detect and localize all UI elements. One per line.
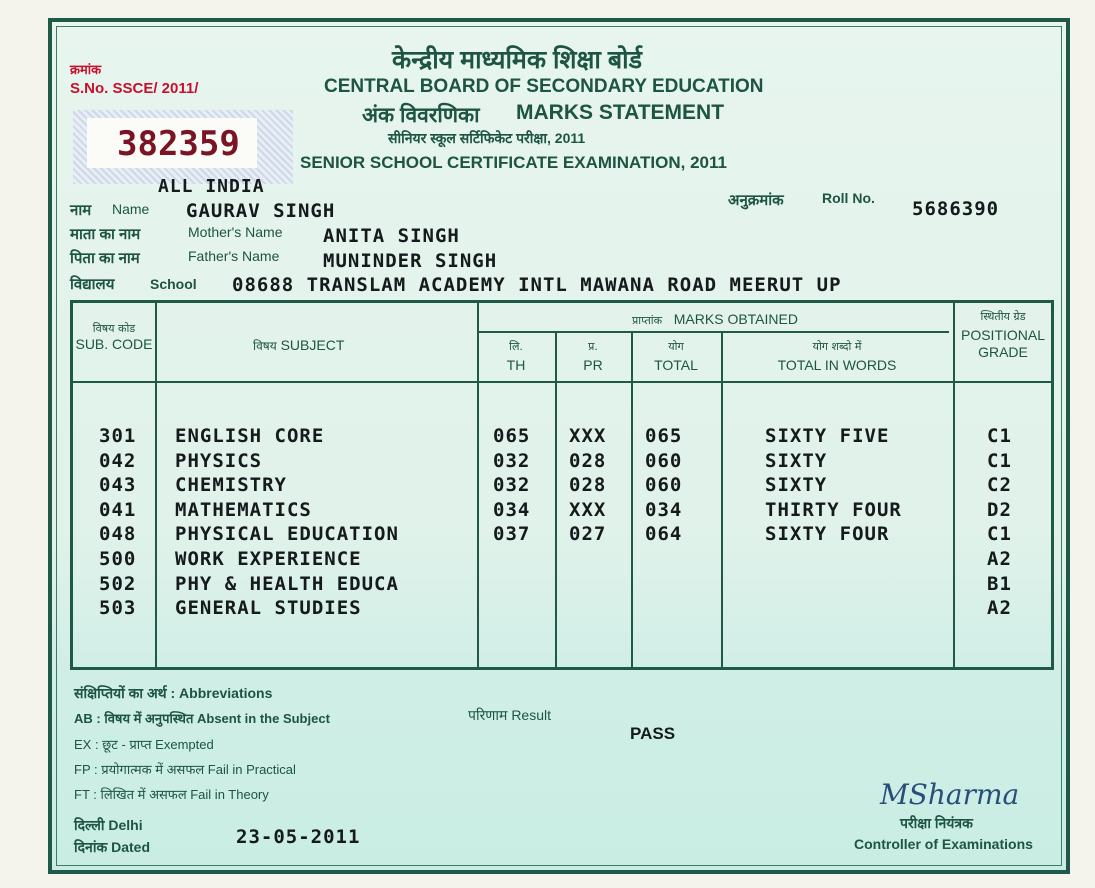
subject-name: PHY & HEALTH EDUCA bbox=[175, 572, 399, 595]
exam-title-hindi: सीनियर स्कूल सर्टिफिकेट परीक्षा, 2011 bbox=[388, 130, 586, 146]
subject-code: 042 bbox=[99, 449, 137, 472]
subject-code: 048 bbox=[99, 523, 137, 546]
grade-header-hindi: स्थितीय ग्रेड bbox=[980, 310, 1026, 323]
name-label-hindi: नाम bbox=[70, 202, 92, 219]
theory-marks: 032 bbox=[493, 474, 531, 497]
controller-title: Controller of Examinations bbox=[854, 836, 1033, 852]
total-header-hindi: योग bbox=[668, 340, 684, 353]
words-header: TOTAL IN WORDS bbox=[777, 357, 897, 373]
theory-marks: 032 bbox=[493, 449, 531, 472]
subject-code: 503 bbox=[99, 597, 137, 620]
roll-label-hindi: अनुक्रमांक bbox=[728, 192, 784, 209]
pr-header: PR bbox=[583, 357, 603, 373]
subject-header-hindi: विषय bbox=[253, 339, 277, 353]
total-in-words: THIRTY FOUR bbox=[765, 498, 902, 521]
theory-marks: 065 bbox=[493, 425, 531, 447]
practical-marks: 028 bbox=[569, 449, 607, 472]
positional-grade: C2 bbox=[987, 474, 1012, 497]
serial-label-hindi: क्रमांक bbox=[70, 62, 102, 77]
total-in-words: SIXTY FIVE bbox=[765, 425, 890, 447]
total-marks: 060 bbox=[645, 474, 683, 497]
practical-marks: 028 bbox=[569, 474, 607, 497]
theory-marks: 037 bbox=[493, 523, 531, 546]
total-header: TOTAL bbox=[654, 357, 698, 373]
words-header-hindi: योग शब्दो में bbox=[812, 340, 862, 353]
subject-code: 041 bbox=[99, 498, 137, 521]
abbr-ft: FT : लिखित में असफल Fail in Theory bbox=[74, 787, 269, 802]
school-label: School bbox=[150, 276, 197, 292]
theory-marks: 034 bbox=[493, 498, 531, 521]
father-label-hindi: पिता का नाम bbox=[70, 250, 140, 267]
total-marks: 060 bbox=[645, 449, 683, 472]
mother-label-hindi: माता का नाम bbox=[70, 226, 141, 243]
positional-grade: A2 bbox=[987, 597, 1012, 620]
total-marks: 034 bbox=[645, 498, 683, 521]
table-row bbox=[73, 597, 1057, 622]
school-label-hindi: विद्यालय bbox=[70, 276, 115, 293]
grade-header: POSITIONAL GRADE bbox=[960, 327, 1046, 360]
positional-grade: B1 bbox=[987, 572, 1012, 595]
result-label: परिणाम Result bbox=[468, 707, 551, 723]
subject-code: 301 bbox=[99, 425, 137, 447]
abbr-ab: AB : विषय में अनुपस्थित Absent in the Subject bbox=[74, 711, 330, 726]
controller-signature: MSharma bbox=[880, 778, 1020, 811]
abbreviations-title: संक्षिप्तियों का अर्थ : Abbreviations bbox=[74, 685, 273, 701]
positional-grade: C1 bbox=[987, 425, 1012, 447]
controller-title-hindi: परीक्षा नियंत्रक bbox=[900, 815, 973, 831]
subject-name: ENGLISH CORE bbox=[175, 425, 325, 447]
code-header-hindi: विषय कोड bbox=[92, 322, 136, 335]
abbr-ex: EX : छूट - प्राप्त Exempted bbox=[74, 737, 214, 752]
father-name: MUNINDER SINGH bbox=[323, 250, 498, 272]
statement-title-hindi: अंक विवरणिका bbox=[362, 104, 480, 127]
positional-grade: A2 bbox=[987, 548, 1012, 570]
place: दिल्ली Delhi bbox=[74, 817, 143, 833]
pr-header-hindi: प्र. bbox=[588, 340, 598, 353]
marks-table bbox=[70, 300, 1054, 670]
name-label: Name bbox=[112, 201, 150, 217]
subject-name: WORK EXPERIENCE bbox=[175, 548, 362, 570]
table-row bbox=[73, 425, 1057, 450]
table-row bbox=[73, 523, 1057, 548]
th-header: TH bbox=[506, 357, 526, 373]
mother-label: Mother's Name bbox=[188, 224, 283, 240]
total-marks: 064 bbox=[645, 523, 683, 546]
th-header-hindi: लि. bbox=[509, 340, 523, 353]
candidate-name: GAURAV SINGH bbox=[186, 200, 336, 222]
subject-header bbox=[253, 337, 344, 354]
table-row bbox=[73, 450, 1057, 475]
total-in-words: SIXTY bbox=[765, 449, 828, 472]
statement-title: MARKS STATEMENT bbox=[516, 101, 725, 124]
result-value: PASS bbox=[630, 724, 676, 743]
subject-name: MATHEMATICS bbox=[175, 498, 312, 521]
code-header: SUB. CODE bbox=[75, 336, 153, 352]
marks-header-hindi: प्राप्तांक bbox=[632, 314, 663, 327]
roll-number: 5686390 bbox=[912, 198, 1000, 220]
practical-marks: 027 bbox=[569, 523, 607, 546]
positional-grade: C1 bbox=[987, 523, 1012, 546]
total-in-words: SIXTY FOUR bbox=[765, 523, 890, 546]
serial-label: S.No. SSCE/ 2011/ bbox=[70, 80, 199, 97]
issue-date: 23-05-2011 bbox=[236, 826, 361, 848]
table-row bbox=[73, 548, 1057, 573]
roll-label: Roll No. bbox=[822, 190, 875, 206]
subject-code: 500 bbox=[99, 548, 137, 570]
board-name: CENTRAL BOARD OF SECONDARY EDUCATION bbox=[324, 76, 764, 97]
dated-label: दिनांक Dated bbox=[74, 839, 150, 855]
subject-name: GENERAL STUDIES bbox=[175, 597, 362, 620]
total-in-words: SIXTY bbox=[765, 474, 828, 497]
table-row bbox=[73, 474, 1057, 499]
practical-marks: XXX bbox=[569, 425, 607, 447]
school-name: 08688 TRANSLAM ACADEMY INTL MAWANA ROAD MEERUT UP bbox=[232, 274, 842, 296]
positional-grade: D2 bbox=[987, 498, 1012, 521]
abbr-fp: FP : प्रयोगात्मक में असफल Fail in Practical bbox=[74, 762, 296, 777]
father-label: Father's Name bbox=[188, 248, 280, 264]
subject-name: CHEMISTRY bbox=[175, 474, 287, 497]
marks-header-label: MARKS OBTAINED bbox=[673, 311, 798, 327]
mother-name: ANITA SINGH bbox=[323, 225, 460, 247]
subject-code: 502 bbox=[99, 572, 137, 595]
marks-header bbox=[477, 311, 953, 328]
region: ALL INDIA bbox=[158, 176, 265, 197]
total-marks: 065 bbox=[645, 425, 683, 447]
subject-header-label: SUBJECT bbox=[280, 337, 345, 353]
table-row bbox=[73, 573, 1057, 598]
practical-marks: XXX bbox=[569, 498, 607, 521]
serial-number-box bbox=[73, 110, 293, 184]
subject-name: PHYSICS bbox=[175, 449, 263, 472]
positional-grade: C1 bbox=[987, 449, 1012, 472]
exam-title: SENIOR SCHOOL CERTIFICATE EXAMINATION, 2011 bbox=[300, 153, 727, 172]
table-row bbox=[73, 499, 1057, 524]
serial-number: 382359 bbox=[117, 124, 240, 164]
subject-code: 043 bbox=[99, 474, 137, 497]
board-name-hindi: केन्द्रीय माध्यमिक शिक्षा बोर्ड bbox=[392, 46, 642, 74]
subject-name: PHYSICAL EDUCATION bbox=[175, 523, 399, 546]
